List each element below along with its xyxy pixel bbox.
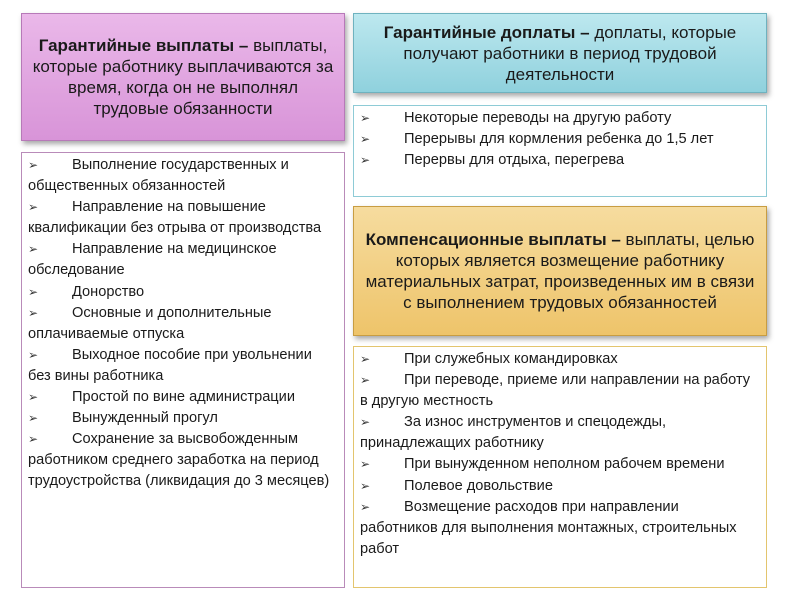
arrow-bullet-icon: ➢: [28, 242, 39, 257]
list-item: ➢ Некоторые переводы на другую работу: [360, 108, 760, 129]
list-item: ➢ Основные и дополнительные оплачиваемые отпуска: [28, 304, 272, 342]
arrow-bullet-icon: ➢: [28, 200, 39, 215]
list-item: ➢ Перерывы для кормления ребенка до 1,5 лет: [360, 129, 760, 150]
guarantee-definition: выплаты, которые работнику выплачиваются за время, когда он не выполнял трудовые обязанности: [32, 36, 334, 118]
arrow-bullet-icon: ➢: [28, 305, 39, 320]
arrow-bullet-icon: ➢: [360, 111, 371, 125]
list-item: ➢ Направление на медицинское обследование: [28, 241, 277, 279]
arrow-bullet-icon: ➢: [28, 158, 39, 172]
arrow-bullet-icon: ➢: [360, 352, 371, 366]
compensation-header-text: [364, 229, 756, 313]
list-item: ➢ Перервы для отдыха, перегрева: [360, 150, 760, 171]
arrow-bullet-icon: ➢: [28, 347, 39, 362]
list-item: ➢ Полевое довольствие: [360, 476, 760, 497]
list-item: ➢ Выходное пособие при увольнении без вины работника: [28, 346, 312, 384]
list-item: ➢ Направление на повышение квалификации без отрыва от производства: [28, 199, 322, 237]
guarantee-payments-list: [21, 152, 345, 588]
compensation-payments-list: [353, 346, 767, 588]
surcharge-header-text: [364, 22, 756, 85]
arrow-bullet-icon: ➢: [360, 499, 371, 514]
arrow-bullet-icon: ➢: [28, 411, 39, 426]
arrow-bullet-icon: ➢: [28, 432, 39, 447]
surcharge-title: Гарантийные доплаты –: [383, 22, 590, 42]
arrow-bullet-icon: ➢: [360, 415, 371, 430]
compensation-title: Компенсационные выплаты –: [365, 230, 621, 249]
arrow-bullet-icon: ➢: [28, 390, 39, 405]
list-item: ➢ Выполнение государственных и общественных обязанностей: [28, 157, 289, 195]
list-item: ➢ Вынужденный прогул: [28, 408, 338, 429]
arrow-bullet-icon: ➢: [28, 284, 39, 299]
list-item: ➢ При переводе, приеме или направлении на работу в другую местность: [360, 372, 751, 410]
list-item: ➢ При вынужденном неполном рабочем времени: [360, 454, 760, 475]
guarantee-surcharges-header: [353, 13, 767, 93]
guarantee-surcharges-list: [353, 105, 767, 197]
guarantee-payments-header: [21, 13, 345, 141]
arrow-bullet-icon: ➢: [360, 153, 371, 168]
list-item: ➢ Донорство: [28, 282, 338, 303]
arrow-bullet-icon: ➢: [360, 373, 371, 388]
arrow-bullet-icon: ➢: [360, 457, 371, 472]
compensation-definition: выплаты, целью которых является возмещение работнику материальных затрат, произведенных им в связи с выполнением трудовых обязанностей: [365, 230, 755, 312]
list-item: ➢ Возмещение расходов при направлении работников для выполнения монтажных, строительных работ: [360, 498, 737, 557]
list-item: ➢ Простой по вине администрации: [28, 387, 338, 408]
arrow-bullet-icon: ➢: [360, 478, 371, 493]
compensation-payments-header: [353, 206, 767, 336]
list-item: ➢ При служебных командировках: [360, 349, 760, 370]
list-item: ➢ За износ инструментов и спецодежды, принадлежащих работнику: [360, 414, 667, 452]
list-item: ➢ Сохранение за высвобожденным работником среднего заработка на период трудоустройства (ликвидация до 3 месяцев): [28, 431, 330, 490]
surcharge-definition: доплаты, которые получают работники в период трудовой деятельности: [403, 22, 737, 84]
guarantee-header-text: [32, 35, 334, 119]
guarantee-title: Гарантийные выплаты –: [38, 36, 249, 55]
arrow-bullet-icon: ➢: [360, 132, 371, 147]
